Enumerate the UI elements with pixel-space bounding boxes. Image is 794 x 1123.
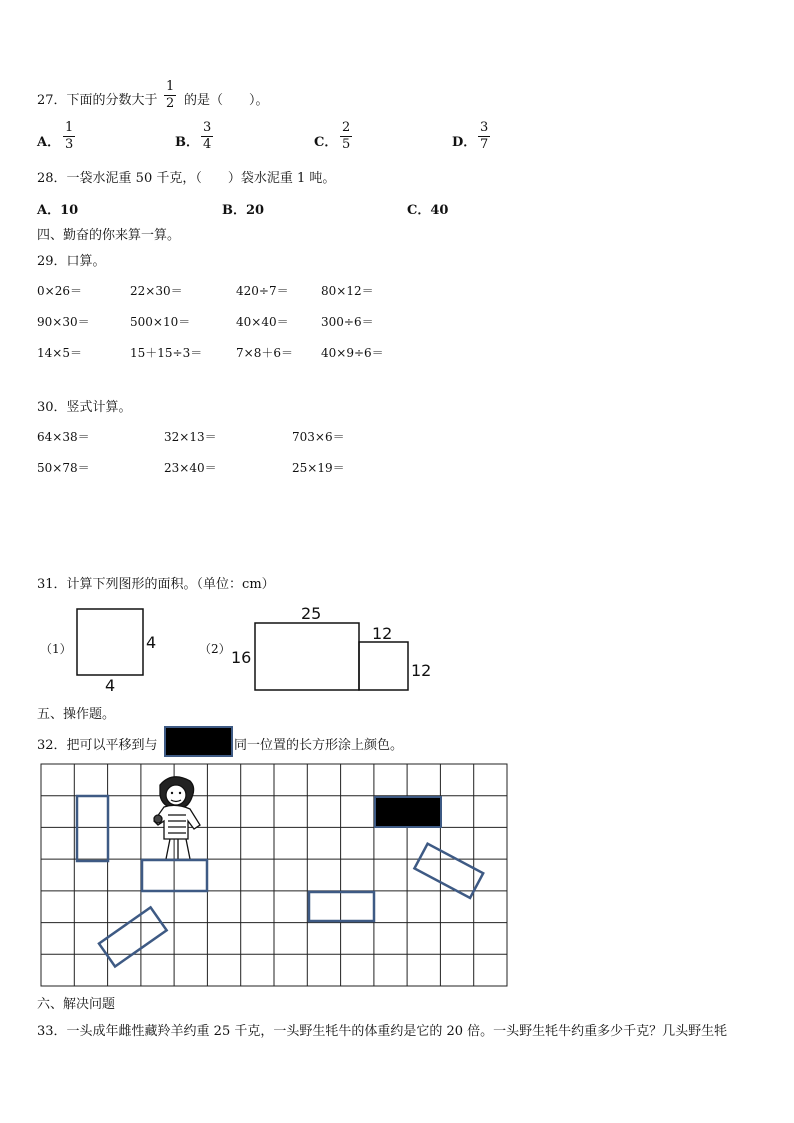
q27-option-c-fraction	[340, 121, 352, 152]
q32-black-rectangle-in-grid	[375, 797, 441, 827]
q27-option-d-den: 7	[480, 137, 489, 152]
q31-fig1-bottom-label: 4	[105, 676, 116, 693]
q27-suffix: 的是（ ）。	[184, 93, 269, 108]
q31-fig1-right-label: 4	[146, 633, 157, 652]
q29-item: 80×12＝	[321, 284, 374, 298]
q27-frac-num: 1	[166, 79, 175, 94]
q27-option-d-num: 3	[480, 120, 489, 135]
q30-item: 23×40＝	[164, 461, 217, 475]
q29-item: 7×8＋6＝	[236, 346, 293, 360]
q27-fraction	[164, 80, 176, 111]
q27-option-a-num: 1	[65, 120, 74, 135]
q27-option-b-den: 4	[203, 137, 212, 152]
q30-title: 30．竖式计算。	[37, 400, 132, 415]
q29-item: 40×9÷6＝	[321, 346, 384, 360]
q27-option-b-fraction	[201, 121, 213, 152]
q32-prefix: 32．把可以平移到与	[37, 738, 158, 753]
q27-option-a-den: 3	[65, 137, 74, 152]
child-figure-image	[154, 777, 200, 859]
q28-option-a: A．10	[37, 203, 79, 218]
q28-option-b: B．20	[222, 203, 265, 218]
q27-option-d-label: D．	[452, 135, 477, 150]
q31-fig2-left-label: 16	[231, 648, 252, 667]
q28-question: 28．一袋水泥重 50 千克，（ ）袋水泥重 1 吨。	[37, 171, 336, 186]
q29-item: 14×5＝	[37, 346, 82, 360]
q27-question	[37, 89, 158, 108]
q29-item: 420÷7＝	[236, 284, 289, 298]
q29-item: 500×10＝	[130, 315, 191, 329]
q27-option-c-den: 5	[342, 137, 351, 152]
q29-item: 0×26＝	[37, 284, 82, 298]
q29-item: 22×30＝	[130, 284, 183, 298]
q30-item: 703×6＝	[292, 430, 345, 444]
section-4-heading: 四、勤奋的你来算一算。	[37, 228, 181, 243]
q32-grid	[40, 763, 510, 989]
q31-fig2-label: （2）	[199, 642, 231, 656]
q32-candidate-rectangle-tilted-right	[414, 844, 483, 898]
q33-question: 33．一头成年雌性藏羚羊约重 25 千克，一头野生牦牛的体重约是它的 20 倍。一头野生牦牛约重多少千克？几头野生牦	[37, 1024, 728, 1039]
q29-item: 40×40＝	[236, 315, 289, 329]
q30-item: 64×38＝	[37, 430, 90, 444]
q32-candidate-rectangle-tilted-left	[99, 907, 167, 966]
q27-option-a-fraction	[63, 121, 75, 152]
q30-item: 50×78＝	[37, 461, 90, 475]
q31-fig2-small-top-label: 12	[372, 624, 393, 643]
q29-item: 15＋15÷3＝	[130, 346, 203, 360]
q30-item: 25×19＝	[292, 461, 345, 475]
q32-candidate-rectangle-vertical	[77, 796, 108, 861]
q28-option-c: C．40	[407, 203, 449, 218]
q31-fig2-small-right-label: 12	[411, 661, 432, 680]
q27-prefix: 27．下面的分数大于	[37, 93, 158, 108]
q27-option-b-label: B．	[175, 135, 199, 150]
q31-fig2-shape	[228, 603, 438, 693]
q27-option-d-fraction	[478, 121, 490, 152]
q27-option-c-label: C．	[314, 135, 338, 150]
q27-option-b-num: 3	[203, 120, 212, 135]
q27-frac-den: 2	[166, 96, 175, 111]
q30-item: 32×13＝	[164, 430, 217, 444]
q32-reference-black-rectangle	[164, 726, 233, 757]
q29-item: 300÷6＝	[321, 315, 374, 329]
q27-option-c-num: 2	[342, 120, 351, 135]
q31-title: 31．计算下列图形的面积。（单位：cm）	[37, 577, 275, 592]
q32-candidate-rectangle-middle	[309, 892, 374, 921]
section-6-heading: 六、解决问题	[37, 997, 116, 1012]
q27-option-a-label: A．	[37, 135, 61, 150]
q32-suffix: 同一位置的长方形涂上颜色。	[234, 738, 404, 753]
q31-fig2-top-label: 25	[301, 604, 322, 623]
q29-item: 90×30＝	[37, 315, 90, 329]
q31-fig1-square	[70, 603, 170, 693]
q31-fig1-label: （1）	[40, 642, 72, 656]
q29-title: 29．口算。	[37, 254, 106, 269]
section-5-heading: 五、操作题。	[37, 707, 116, 722]
